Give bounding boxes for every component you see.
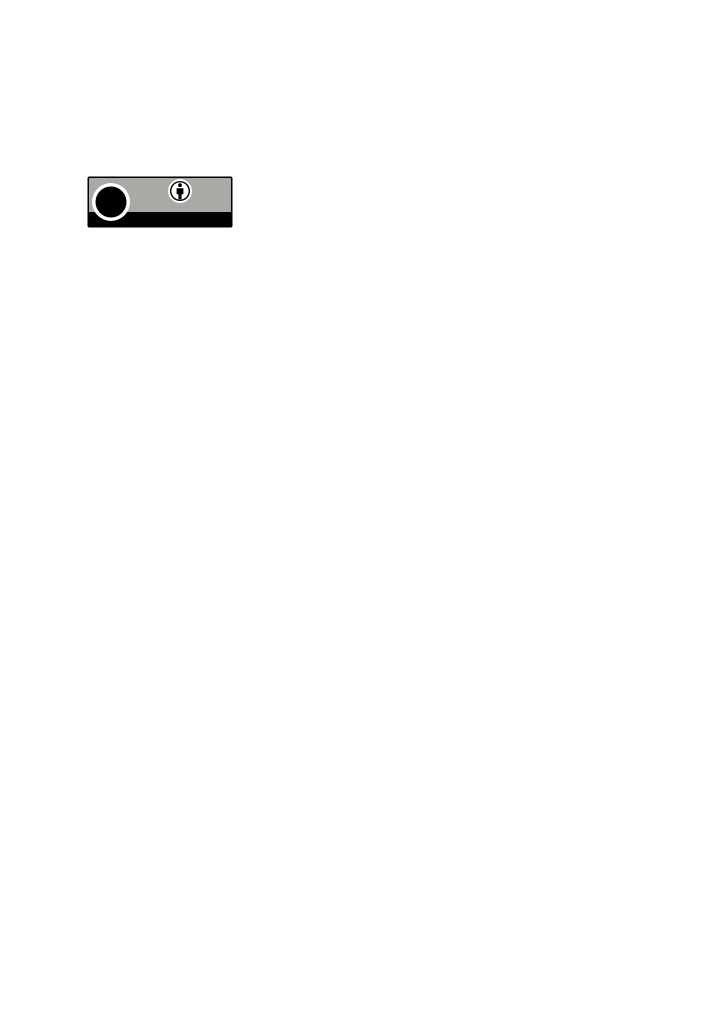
cc-icon	[92, 183, 130, 221]
publication-imprint-page	[87, 108, 639, 240]
cc-by-badge	[87, 176, 233, 228]
attribution-icon	[168, 179, 192, 203]
